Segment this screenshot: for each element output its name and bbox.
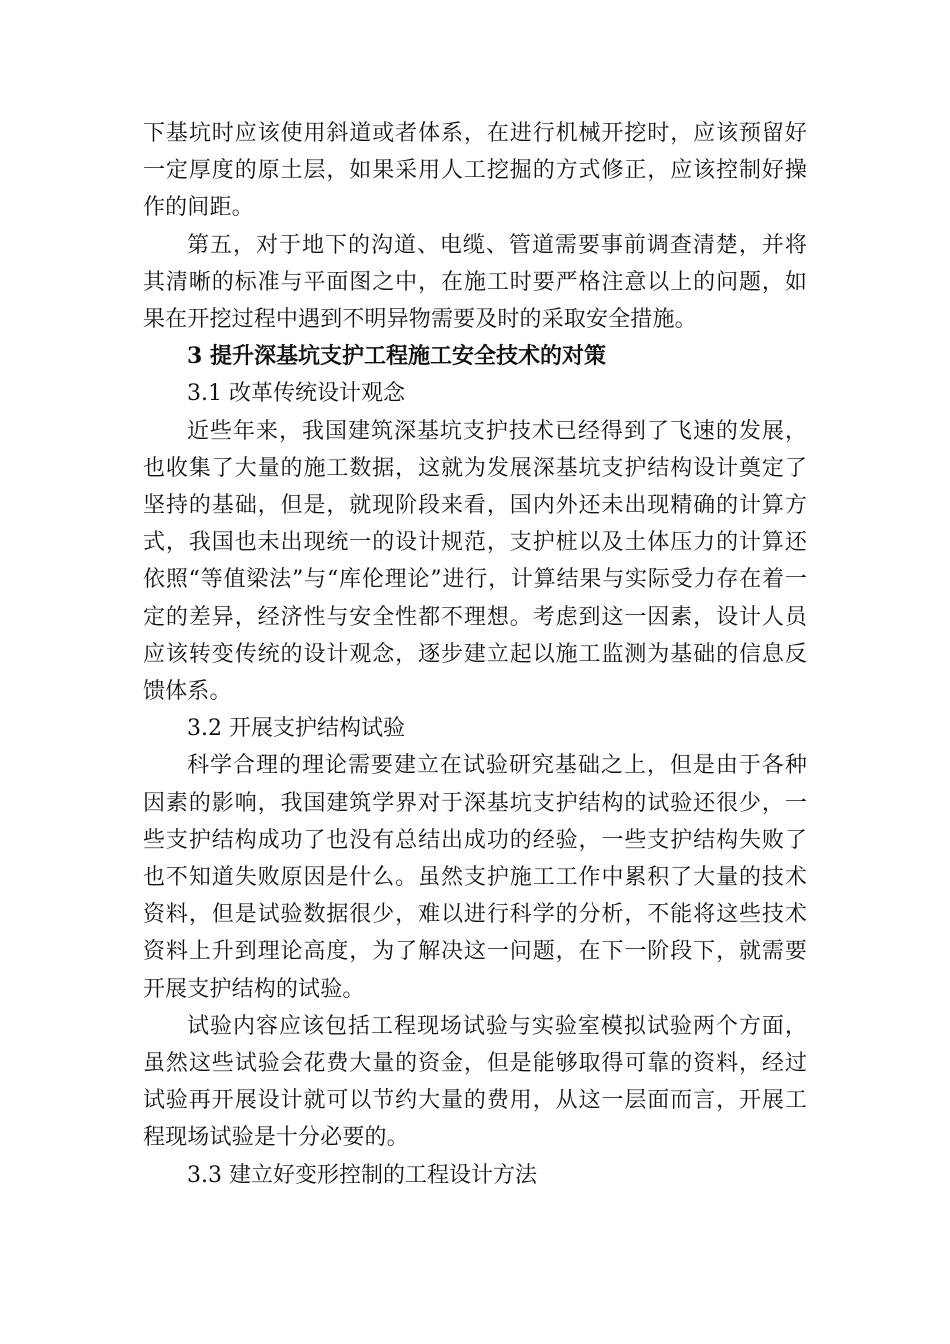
section-heading-3: 3 提升深基坑支护工程施工安全技术的对策 bbox=[187, 343, 606, 370]
paragraph-continuation: 下基坑时应该使用斜道或者体系，在进行机械开挖时，应该预留好一定厚度的原土层，如果采用人工挖掘的方式修正，应该控制好操作的间距。 bbox=[143, 121, 807, 221]
paragraph-test-content: 试验内容应该包括工程现场试验与实验室模拟试验两个方面，虽然这些试验会花费大量的资金，但是能够取得可靠的资料，经过试验再开展设计就可以节约大量的费用，从这一层面而言，开展工程现场试验是十分必要的。 bbox=[143, 1013, 807, 1151]
paragraph-design-concept: 近些年来，我国建筑深基坑支护技术已经得到了飞速的发展，也收集了大量的施工数据，这就为发展深基坑支护结构设计奠定了坚持的基础，但是，就现阶段来看，国内外还未出现精确的计算方式，我国也未出现统一的设计规范，支护桩以及土体压力的计算还依照“等值梁法”与“库伦理论”进行，计算结果与实际受力存在着一定的差异，经济性与安全性都不理想。考虑到这一因素，设计人员应该转变传统的设计观念，逐步建立起以施工监测为基础的信息反馈体系。 bbox=[143, 418, 807, 705]
subsection-heading-3-2: 3.2 开展支护结构试验 bbox=[187, 716, 405, 742]
document-page bbox=[143, 115, 807, 1194]
subsection-heading-3-3: 3.3 建立好变形控制的工程设计方法 bbox=[187, 1162, 537, 1188]
paragraph-fifth-point: 第五，对于地下的沟道、电缆、管道需要事前调查清楚，并将其清晰的标准与平面图之中，在施工时要严格注意以上的问题，如果在开挖过程中遇到不明异物需要及时的采取安全措施。 bbox=[143, 232, 807, 333]
paragraph-structure-test: 科学合理的理论需要建立在试验研究基础之上，但是由于各种因素的影响，我国建筑学界对于深基坑支护结构的试验还很少，一些支护结构成功了也没有总结出成功的经验，一些支护结构失败了也不知道失败原因是什么。虽然支护施工工作中累积了大量的技术资料，但是试验数据很少，难以进行科学的分析，不能将这些技术资料上升到理论高度，为了解决这一问题，在下一阶段下，就需要开展支护结构的试验。 bbox=[143, 753, 807, 1002]
subsection-heading-3-1: 3.1 改革传统设计观念 bbox=[187, 381, 405, 407]
